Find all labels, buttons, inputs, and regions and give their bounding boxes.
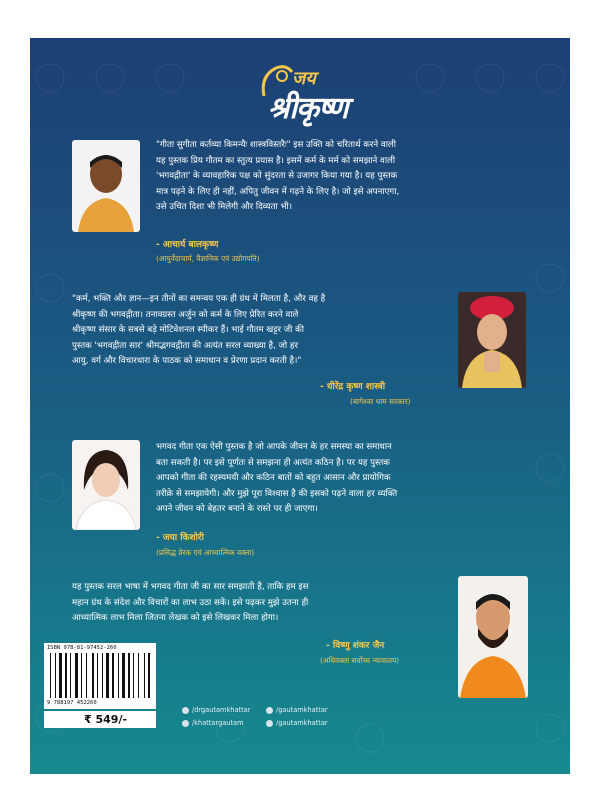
quote-line: मात्र पढ़ने के लिए ही नहीं, अपितु जीवन में गढ़ने के लिए है। जो इसे अपनाएगा, (156, 186, 400, 197)
barcode-bar (106, 653, 109, 698)
quote-line: आयु, वर्ग और विचारधारा के पाठक को समाधान व प्रेरणा प्रदान करती है।" (72, 356, 302, 366)
quote-line: तरीक़े से समझायेगी। और मुझे पूरा विश्वास है की इसको पढ़ने वाला हर व्यक्ति (156, 488, 398, 499)
role-acharya-balkrishna: (आयुर्वेदाचार्य, वैज्ञानिक एवं उद्योगपति) (156, 254, 260, 263)
role-vishnu-shankar-jain: (अधिवक्ता सर्वोच्च न्यायालय) (320, 656, 400, 665)
barcode-bar (81, 653, 82, 698)
barcode-bar (55, 653, 56, 698)
social-handle: /gautamkhattar (276, 719, 328, 727)
barcode-bar (138, 653, 139, 698)
quote-line: आध्यात्मिक लाभ मिला जितना लेखक को इसे लिखकर मिला होगा। (72, 613, 279, 623)
quote-line: यह पुस्तक सरल भाषा में भगवद गीता जी का सार समझाती है, ताकि हम इस (72, 582, 309, 592)
logo-name-text: श्रीकृष्ण (268, 91, 348, 126)
author-jaya-kishori: - जया किशोरी (156, 533, 204, 543)
author-acharya-balkrishna: - आचार्य बालकृष्ण (156, 240, 219, 250)
barcode-bar (148, 653, 150, 698)
quote-line: पुस्तक 'भगवद्गीता सार' श्रीमद्भगवद्गीता की अत्यंत सरल व्याख्या है, जो हर (72, 340, 298, 351)
quote-line: आपको गीता की रहस्यमयी और कठिन बातों को बहुत आसान और प्रायोगिक (156, 473, 391, 483)
photo-jaya-kishori (72, 440, 140, 530)
barcode-bar (97, 653, 98, 698)
barcode-bar (50, 653, 51, 698)
photo-vishnu-shankar-jain (458, 576, 528, 698)
quote-line: भगवद गीता एक ऐसी पुस्तक है जो आपके जीवन के हर समस्या का समाधान (156, 442, 392, 452)
quote-line: उसे उचित दिशा भी मिलेगी और दिव्यता भी। (156, 202, 292, 212)
price-text: ₹ 549/- (84, 713, 128, 726)
social-handle: /khattargautam (192, 719, 244, 727)
instagram-icon (182, 707, 189, 714)
quote-vishnu-shankar-jain (72, 580, 462, 627)
quote-line: यह पुस्तक प्रिय गौतम का स्तुत्य प्रयास है। इसमें कर्म के मर्म को समझाने वाली (156, 155, 396, 166)
barcode-bar (128, 653, 130, 698)
barcode-bar (59, 653, 62, 698)
quote-line: श्रीकृष्ण संसार के सबसे बड़े मोटिवेशनल स्पीकर हैं। भाई गौतम खट्टर जी की (72, 325, 304, 335)
jay-shri-krishna-logo (250, 62, 360, 132)
logo-jay-text: जय (292, 68, 316, 89)
barcode-bar (133, 653, 134, 698)
barcode-bar (65, 653, 67, 698)
social-x (266, 706, 328, 714)
quote-line: महान ग्रंथ के संदेश और विचारों का लाभ उठा सकें। इसे पढ़कर मुझे उतना ही (72, 597, 309, 608)
quote-jaya-kishori (156, 440, 546, 518)
barcode-bar (118, 653, 119, 698)
barcode-bar (70, 653, 71, 698)
barcode-bar (75, 653, 78, 698)
quote-dhirendra-krishna-shastri (72, 292, 457, 370)
x-icon (266, 707, 273, 714)
quote-line: "गीता सुगीता कर्तव्या किमन्यैः शास्त्रविस्तरैः" इस उक्ति को चरितार्थ करने वाली (156, 140, 396, 150)
photo-dhirendra-krishna-shastri (458, 292, 526, 388)
barcode-bar (92, 653, 94, 698)
photo-acharya-balkrishna (72, 140, 140, 232)
quote-line: श्रीकृष्ण की भगवद्गीता। तनावग्रस्त अर्जुन को कर्म के लिए प्रेरित करने वाले (72, 309, 299, 320)
barcode-bar (144, 653, 145, 698)
book-back-cover (30, 38, 570, 774)
social-handle: /drgautamkhattar (192, 706, 251, 714)
author-dhirendra-krishna-shastri: - धीरेंद्र कृष्ण शास्त्री (320, 382, 386, 392)
quote-line: बता सकती है। पर इसे पूर्णतः से समझना ही अत्यंत कठिन है। पर यह पुस्तक (156, 457, 390, 468)
social-youtube (266, 719, 328, 727)
facebook-icon (182, 720, 189, 727)
social-facebook (182, 719, 244, 727)
role-jaya-kishori: (प्रसिद्ध प्रेरक एवं आध्यात्मिक वक्ता) (156, 548, 255, 557)
price-tag (44, 711, 156, 728)
barcode-bar (122, 653, 125, 698)
author-vishnu-shankar-jain: - विष्णु शंकर जैन (326, 641, 385, 651)
barcode-bar (112, 653, 114, 698)
quote-line: अपने जीवन को बेहतर बनाने के रास्ते पर ही जाएगा। (156, 504, 318, 514)
quote-line: "कर्म, भक्ति और ज्ञान—इन तीनों का समन्वय एक ही ग्रंथ में मिलता है, और वह है (72, 294, 326, 304)
barcode-bar (102, 653, 103, 698)
isbn-barcode (44, 643, 156, 709)
social-handle: /gautamkhattar (276, 706, 328, 714)
quote-line: 'भगवद्गीता' के व्यावहारिक पक्ष को सुंदरता से उजागर किया गया है। यह पुस्तक (156, 171, 398, 181)
barcode-bar (86, 653, 87, 698)
isbn-bottom-text: 9 788197 452260 (47, 700, 97, 706)
social-instagram (182, 706, 250, 714)
youtube-icon (266, 720, 273, 727)
quote-acharya-balkrishna (156, 138, 546, 216)
role-dhirendra-krishna-shastri: (बागेश्वर धाम सरकार) (350, 397, 411, 406)
isbn-top-text: ISBN 978-81-97452-260 (47, 645, 117, 651)
